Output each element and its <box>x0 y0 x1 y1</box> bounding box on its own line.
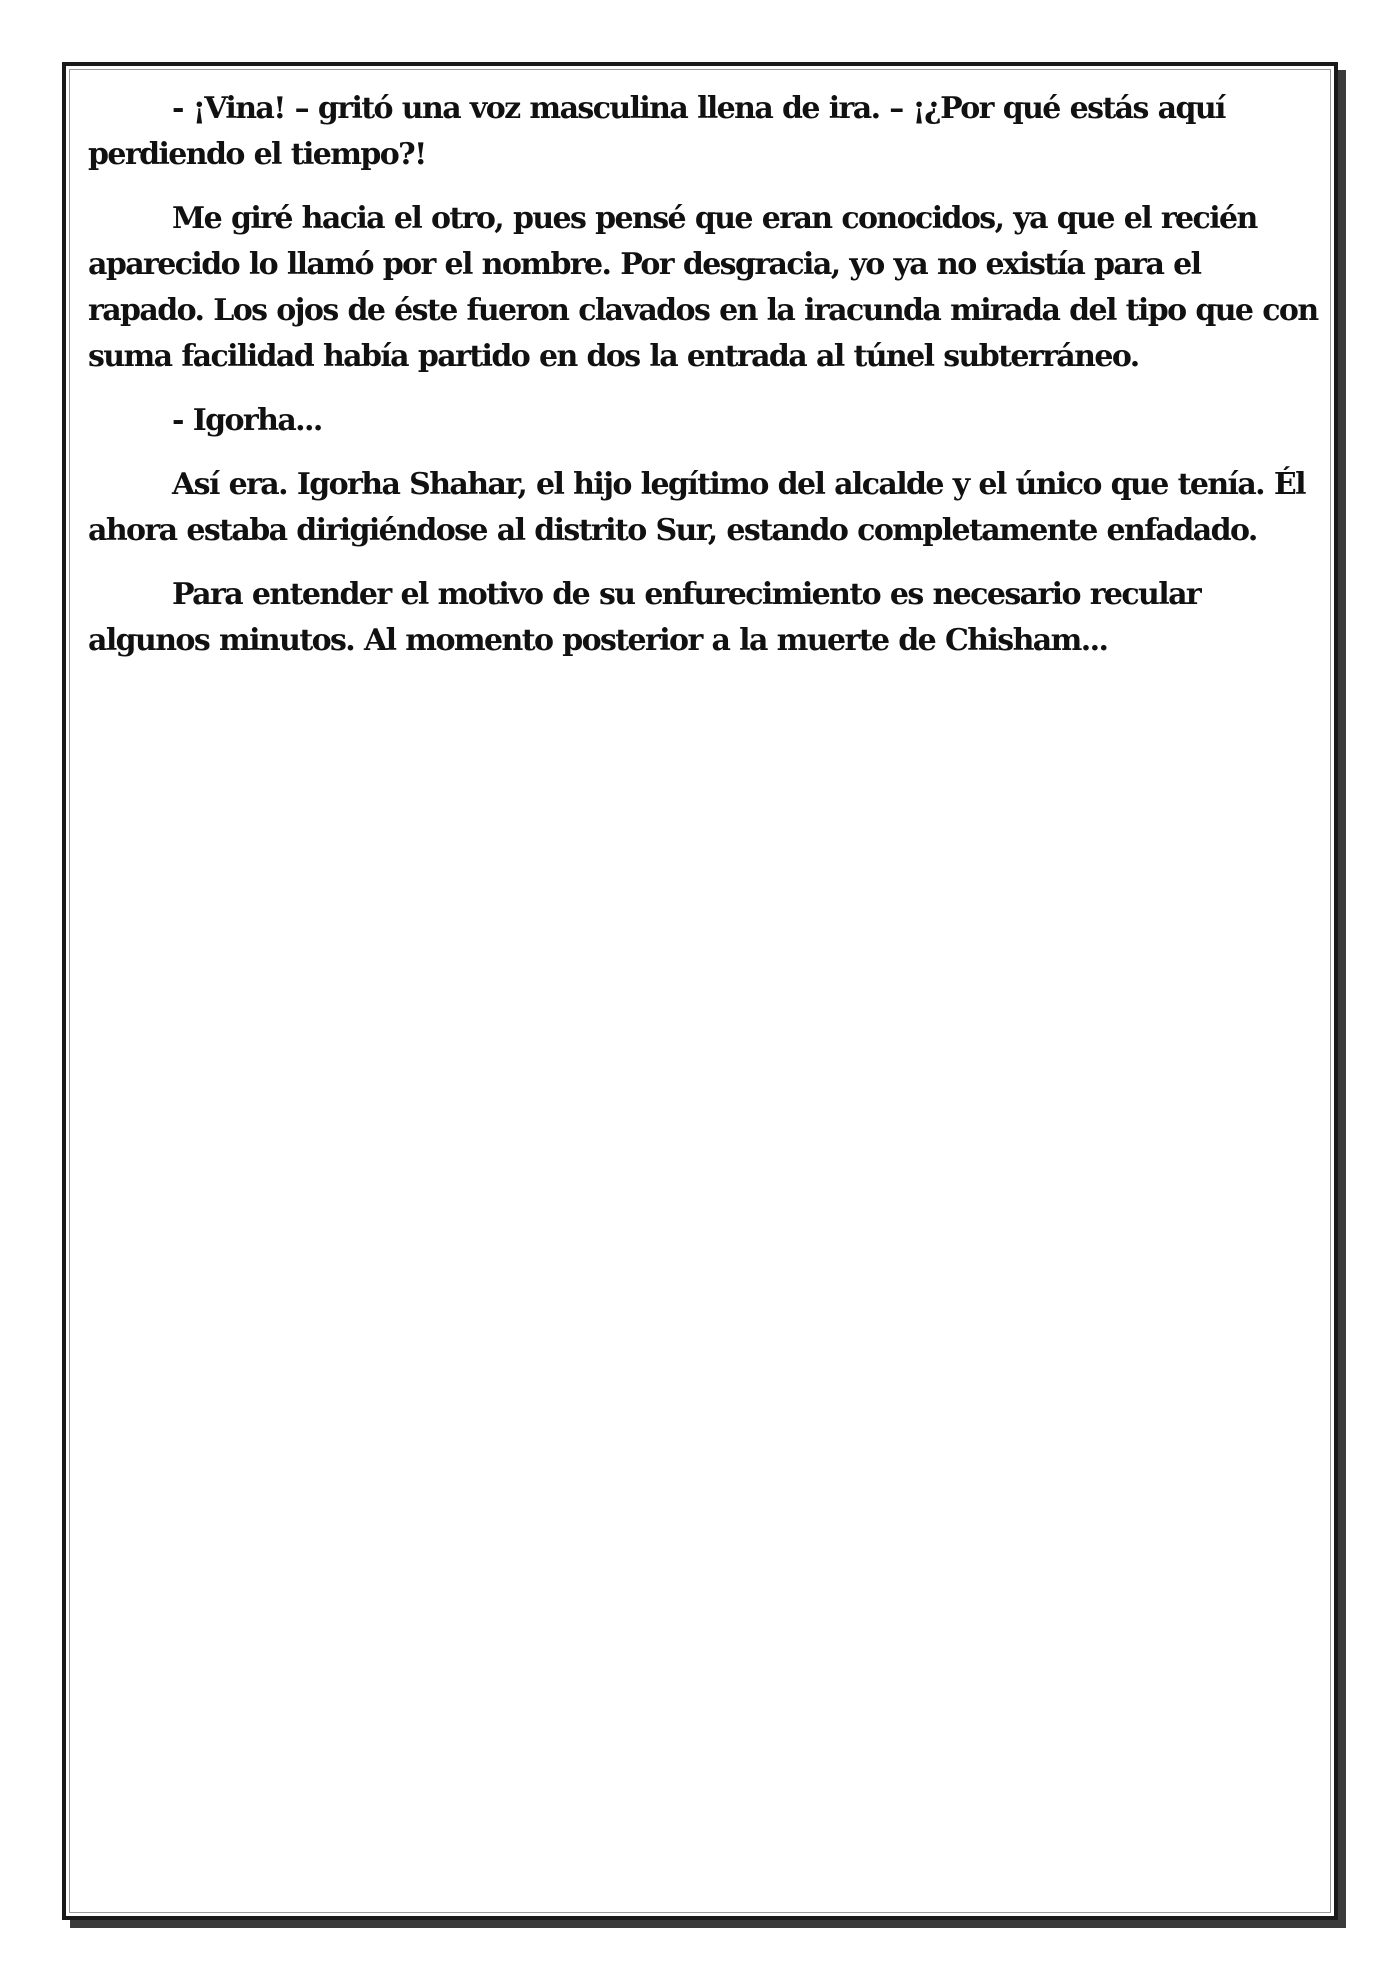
page-frame <box>62 62 1338 1920</box>
paragraph-1: - ¡Vina! – gritó una voz masculina llena de ira. – ¡¿Por qué estás aquí perdiendo el tiempo?! <box>88 91 1225 172</box>
paragraph-3: - Igorha... <box>172 403 322 438</box>
body-text <box>88 86 1320 682</box>
paragraph-2: Me giré hacia el otro, pues pensé que eran conocidos, ya que el recién aparecido lo llamó por el nombre. Por desgracia, yo ya no existía para el rapado. Los ojos de éste fueron clavados en la iracunda mirada del tipo que con suma facilidad había partido en dos la entrada al túnel subterráneo. <box>88 201 1318 374</box>
paragraph-4: Así era. Igorha Shahar, el hijo legítimo del alcalde y el único que tenía. Él ahora estaba dirigiéndose al distrito Sur, estando completamente enfadado. <box>88 467 1305 548</box>
paragraph-5: Para entender el motivo de su enfurecimiento es necesario recular algunos minutos. Al momento posterior a la muerte de Chisham... <box>88 577 1201 658</box>
